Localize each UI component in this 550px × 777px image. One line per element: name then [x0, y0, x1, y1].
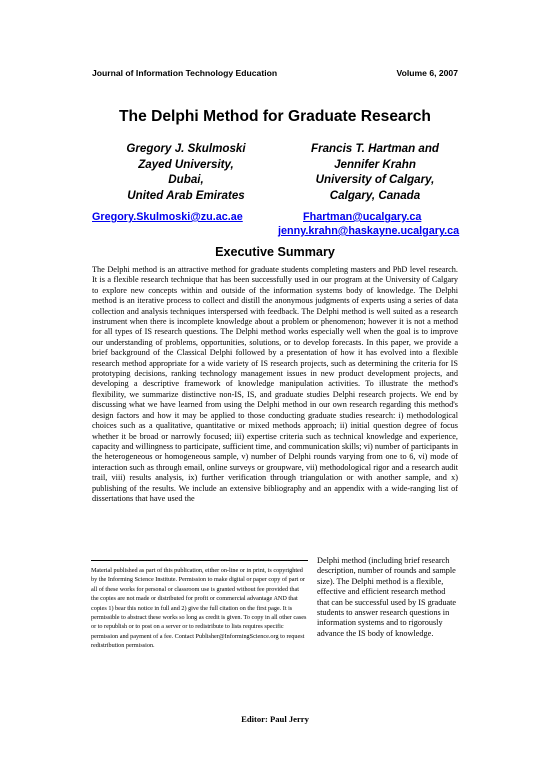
author-block-left: [86, 141, 286, 203]
paper-title: The Delphi Method for Graduate Research: [119, 108, 431, 125]
email-link-krahn[interactable]: jenny.krahn@haskayne.ucalgary.ca: [278, 225, 460, 237]
abstract-text: The Delphi method is an attractive method for graduate students completing masters and PhD level research. It is a flexible research technique that has been successfully used in our program at the University of Calgary to explore new concepts within and outside of the information systems body of knowledge. The Delphi method is an iterative process to collect and distill the anonymous judgments of experts using a series of data collection and analysis techniques interspersed with feedback. The Delphi method is well suited as a research instrument when there is incomplete knowledge about a problem or phenomenon; however it is not a method for all types of IS research questions. The Delphi method works especially well when the goal is to improve our understanding of problems, opportunities, solutions, or to develop forecasts. In this paper, we provide a brief background of the Classical Delphi followed by a presentation of how it has evolved into a flexible research method appropriate for a wide variety of IS research projects, such as determining the criteria for IS prototyping decisions, ranking technology management issues in new product development projects, and developing a descriptive framework of knowledge manipulation activities. To illustrate the method's flexibility, we summarize distinctive non-IS, IS, and graduate studies Delphi research projects. We end by discussing what we have learned from using the Delphi method in our own research regarding this method's design factors and how it may be applied to those conducting graduate studies research: i) methodological choices such as a qualitative, quantitative or mixed methods approach; ii) initial question degree of focus whether it be broad or narrowly focused; iii) expertise criteria such as technical knowledge and experience, capacity and willingness to participate, sufficient time, and communication skills; vi) number of participants in the heterogeneous or homogeneous sample, v) number of Delphi rounds varying from one to 6, vi) mode of interaction such as through email, online surveys or groupware, vii) methodological rigor and a research audit trail, viii) results analysis, ix) further verification through triangulation or with another sample, and x) publishing of the results. We include an extensive bibliography and an appendix with a wide-ranging list of dissertations that have used the: [92, 265, 458, 503]
copyright-notice: Material published as part of this publication, either on-line or in print, is copyrighted by the Informing Science Institute. Permission to make digital or paper copy of part or all of these works for personal or classroom use is granted without fee provided that the copies are not made or distributed for profit or commercial advantage AND that copies 1) bear this notice in full and 2) give the full citation on the first page. It is permissible to abstract these works so long as credit is given. To copy in all other cases or to republish or to post on a server or to redistribute to lists requires specific permission and payment of a fee. Contact Publisher@InformingScience.org to request redistribution permission.: [91, 560, 308, 651]
author-line: Jennifer Krahn: [334, 157, 416, 171]
journal-name: Journal of Information Technology Education: [92, 68, 278, 78]
author-line: Dubai,: [168, 173, 204, 187]
author-line: United Arab Emirates: [127, 188, 245, 202]
section-heading: Executive Summary: [215, 245, 335, 259]
author-line: Francis T. Hartman and: [311, 142, 439, 155]
email-link-skulmoski[interactable]: Gregory.Skulmoski@zu.ac.ae: [92, 211, 243, 223]
author-block-right: [272, 141, 478, 203]
author-line: Calgary, Canada: [329, 188, 421, 202]
author-line: Gregory J. Skulmoski: [126, 142, 246, 155]
author-line: Zayed University,: [138, 157, 234, 171]
author-line: University of Calgary,: [315, 173, 435, 187]
running-header: [92, 68, 458, 78]
volume-label: Volume 6, 2007: [396, 68, 458, 78]
abstract-text-continued: Delphi method (including brief research description, number of rounds and sample size). The Delphi method is a flexible, effective and efficient research method that can be successful used by IS graduate students to answer research questions in information systems and to rigorously advance the IS body of knowledge.: [317, 556, 457, 638]
editor-credit: Editor: Paul Jerry: [241, 714, 309, 724]
email-link-hartman[interactable]: Fhartman@ucalgary.ca: [303, 211, 422, 223]
